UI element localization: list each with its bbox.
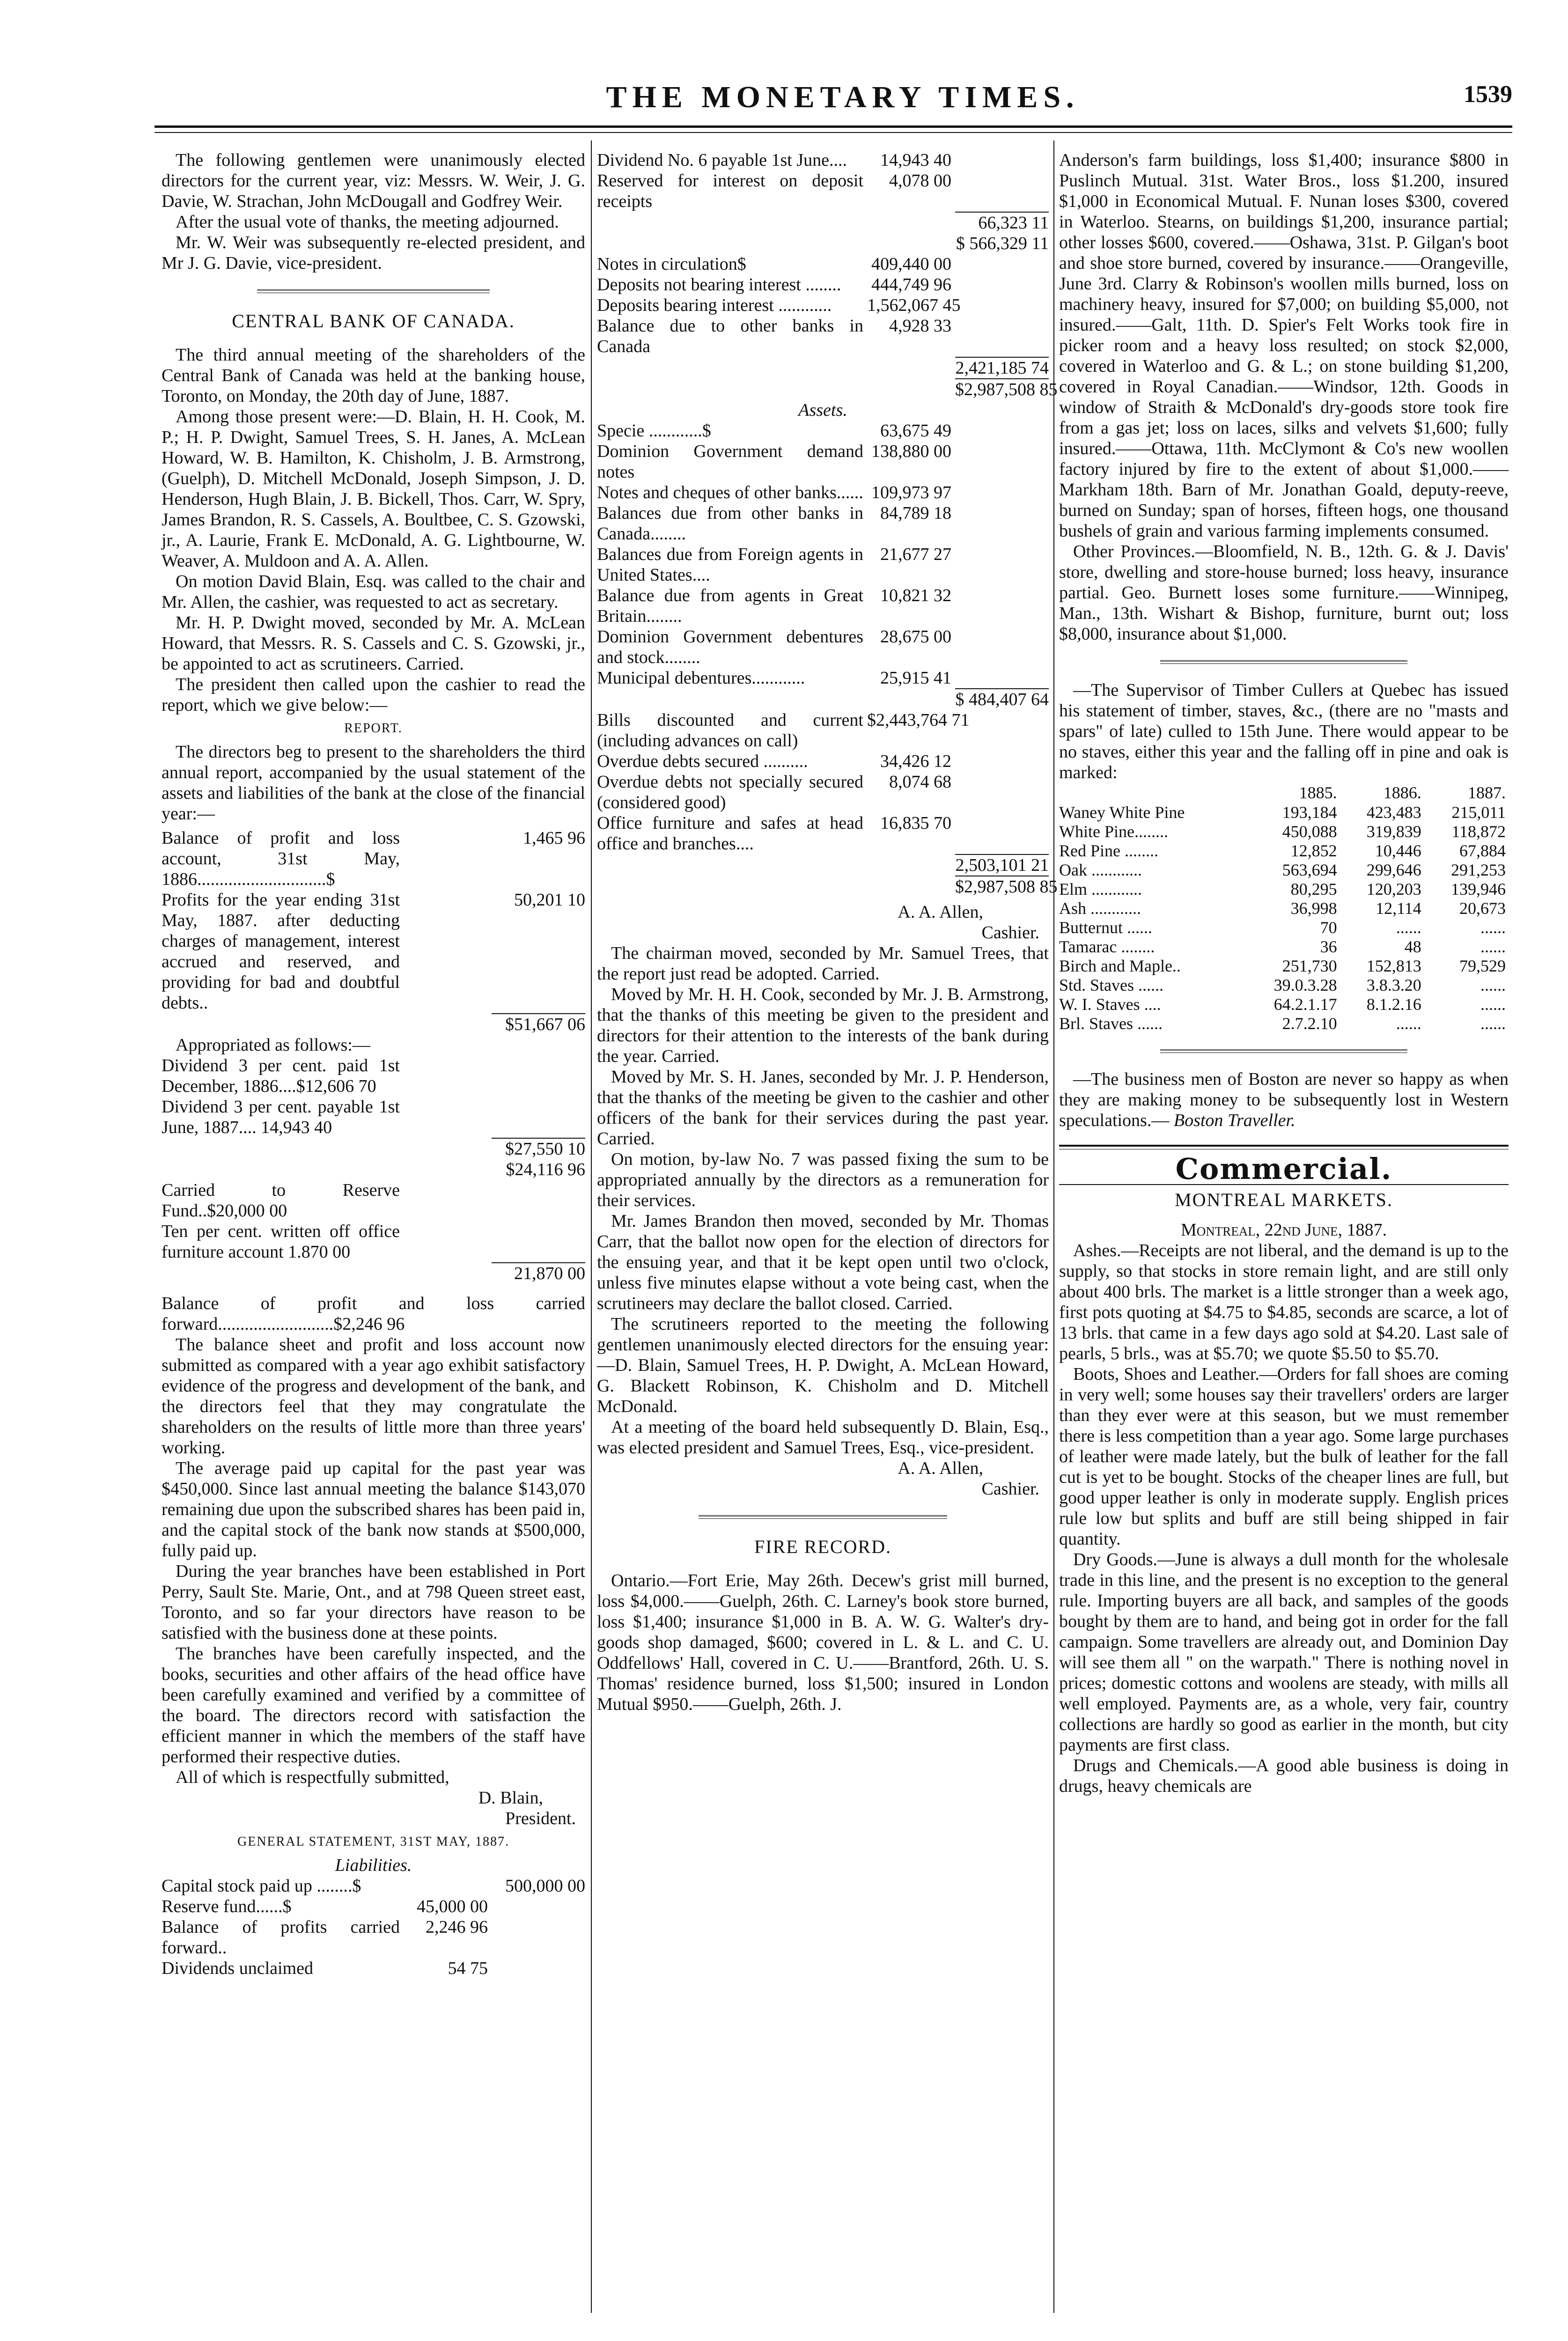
profit-loss-account (162, 828, 585, 1035)
table-cell: 193,184 (1282, 803, 1337, 822)
ledger-value: 16,835 70 (880, 813, 951, 833)
ledger-value (492, 1896, 585, 1917)
ledger-value: 28,675 00 (880, 627, 951, 647)
table-cell: Birch and Maple.. (1059, 957, 1181, 975)
paragraph: —The Supervisor of Timber Cullers at Quebec has issued his statement of timber, staves, &c., (there are no "masts and spars" of late) culled to 15th June. There would appear to be no staves, either this year and the falling off in pine and oak is marked: (1059, 680, 1509, 782)
ledger-value: 4,928 33 (889, 316, 951, 336)
table-cell: 10,446 (1375, 841, 1421, 860)
table-row (1059, 976, 1509, 995)
paragraph (1059, 1069, 1509, 1131)
ledger-value (492, 1097, 585, 1138)
table-cell: 67,884 (1459, 841, 1506, 860)
paragraph: Other Provinces.—Bloomfield, N. B., 12th. G. & J. Davis' store, dwelling and store-house burned; loss heavy, insurance partial. Geo. Burnett loses some furniture.——Winnipeg, Man., 13th. Wishart & Bishop, furniture, burnt out; loss $8,000, insurance about $1,000. (1059, 542, 1509, 644)
column-divider (591, 140, 592, 2313)
ledger-label: Balance due to other banks in Canada (597, 316, 863, 356)
ledger-value (404, 890, 488, 1013)
masthead-rule-thin (155, 132, 1512, 133)
ledger-value (955, 150, 1049, 170)
table-cell: Butternut ...... (1059, 918, 1152, 937)
paragraph: During the year branches have been established in Port Perry, Sault Ste. Marie, Ont., and at 798 Queen street east, Toronto, and so far your directors have reason to be satisfied with the business done at these points. (162, 1561, 585, 1643)
ledger-label: Office furniture and safes at head office and branches.... (597, 813, 863, 854)
publication-title: THE MONETARY TIMES. (606, 80, 1080, 114)
assets-ledger (597, 420, 1058, 897)
paragraph: The president then called upon the cashier to read the report, which we give below:— (162, 675, 585, 715)
table-cell: Waney White Pine (1059, 803, 1185, 822)
paragraph: Mr. James Brandon then moved, seconded by Mr. Thomas Carr, that the ballot now open for the election of directors for the ensuing year, and that it be kept open until two o'clock, unless five minutes elapse without a vote being cast, when the scrutineers may declare the ballot closed. Carried. (597, 1211, 1049, 1313)
paragraph: All of which is respectfully submitted, (176, 1767, 449, 1787)
table-cell: Tamarac ........ (1059, 937, 1155, 956)
ledger-label: Dividends unclaimed (162, 1958, 313, 1978)
ledger-label: Deposits not bearing interest ........ (597, 275, 841, 294)
table-row (1059, 861, 1509, 880)
montreal-markets-heading: MONTREAL MARKETS. (1175, 1189, 1393, 1210)
paragraph: The scrutineers reported to the meeting the following gentlemen unanimously elected directors for the ensuing year:—D. Blain, Samuel Trees, H. P. Dwight, A. McLean Howard, G. Blackett Robinson, K. Chisholm and D. Mitchell McDonald. (597, 1314, 1049, 1416)
ledger-label: Municipal debentures............ (597, 668, 805, 688)
table-cell: 291,253 (1451, 861, 1506, 879)
timber-table (1059, 783, 1509, 1033)
section-separator (699, 1515, 947, 1519)
table-cell: 139,946 (1451, 880, 1506, 898)
paragraph: The chairman moved, seconded by Mr. Samuel Trees, that the report just read be adopted. Carried. (597, 943, 1049, 984)
table-cell: 215,011 (1451, 803, 1506, 822)
column-header: 1886. (1383, 783, 1421, 802)
ledger-total: $ 484,407 64 (955, 688, 1049, 710)
ledger-value (404, 828, 488, 890)
table-cell: W. I. Staves .... (1059, 995, 1161, 1014)
ledger-value (492, 1958, 585, 1979)
table-cell: 423,483 (1366, 803, 1421, 822)
table-cell: ...... (1480, 937, 1506, 956)
column-1 (162, 150, 585, 1979)
ledger-value: 45,000 00 (417, 1897, 488, 1916)
ledger-label: Profits for the year ending 31st May, 1887. after deducting charges of management, interest accrued and reserved, and providing for bad and doubtful debts.. (162, 890, 400, 1013)
source-citation: Boston Traveller. (1173, 1111, 1296, 1130)
liabilities-continued (597, 150, 1058, 400)
paragraph: Ashes.—Receipts are not liberal, and the demand is up to the supply, so that stocks in store remain light, and are still only about 400 brls. The market is a little stronger than a week ago, first pots quoting at $4.75 to $4.85, seconds are scarce, a lot of 13 brls. that came in a few days ago sold at $4.20. Last sale of pearls, 5 brls., was at $5.70; we quote $5.50 to $5.70. (1059, 1241, 1509, 1363)
table-cell: 3.8.3.20 (1366, 976, 1421, 994)
table-cell: 8.1.2.16 (1366, 995, 1421, 1014)
signature-name: A. A. Allen, (898, 902, 983, 922)
liabilities-heading: Liabilities. (335, 1855, 412, 1875)
table-cell: ...... (1480, 976, 1506, 994)
paragraph: Mr. W. Weir was subsequently re-elected president, and Mr J. G. Davie, vice-president. (162, 233, 585, 273)
ledger-value: 34,426 12 (880, 751, 951, 771)
ledger-label: Reserve fund......$ (162, 1897, 292, 1916)
signature-title: Cashier. (981, 923, 1039, 942)
paragraph: Anderson's farm buildings, loss $1,400; insurance $800 in Puslinch Mutual. 31st. Water Bros., loss $1.200, insured $1,000 in Economical Mutual. F. Nunan loses $300, covered in Waterloo. Stearns, on buildings $1,200, insurance partial; other losses $600, covered.——Oshawa, 31st. P. Gilgan's boot and shoe store burned, covered by insurance.——Orangeville, June 3rd. Clarry & Robinson's woollen mills burned, loss on machinery heavy, insured for $7,000; on building $5,000, not insured.——Galt, 11th. D. Spier's Felt Works took fire in picker room and a heavy loss resulted; on stock $2,000, covered in Waterloo and G. & L.; on stone building $1,200, covered in Royal Canadian.——Windsor, 12th. Goods in window of Straith & McDonald's dry-goods store took fire from a gas jet; loss on laces, silks and velvets $1,600; fully insured.——Ottawa, 11th. McClymont & Co's new woollen factory injured by fire to the extent of about $1,000.——Markham 18th. Barn of Mr. Jonathan Goald, deputy-reeve, burned on Sunday; span of horses, fifteen hogs, one thousand bushels of grain and various farming implements consumed. (1059, 150, 1509, 541)
liabilities-ledger (162, 1876, 585, 1979)
ledger-label: Notes and cheques of other banks...... (597, 483, 863, 502)
ledger-label: Dividend 3 per cent. payable 1st June, 1887.... 14,943 40 (162, 1097, 400, 1137)
ledger-value: 1,562,067 45 (867, 295, 961, 315)
ledger-label: Bills discounted and current (including advances on call) (597, 710, 863, 751)
table-cell: ...... (1396, 918, 1421, 937)
paragraph: The balance sheet and profit and loss account now submitted as compared with a year ago exhibit satisfactory evidence of the progress and development of the bank, and the directors feel that they may congratulate the shareholders on the results of little more than three years' working. (162, 1335, 585, 1458)
table-cell: 12,852 (1290, 841, 1337, 860)
ledger-label: Balance due from agents in Great Britain........ (597, 586, 863, 626)
table-cell: White Pine........ (1059, 822, 1168, 841)
ledger-label: Capital stock paid up ........$ (162, 1876, 361, 1896)
masthead (155, 70, 1531, 122)
ledger-total: $51,667 06 (492, 1013, 585, 1035)
ledger-label: Reserved for interest on deposit receipts (597, 171, 863, 211)
table-cell: 36 (1320, 937, 1337, 956)
paragraph: Dry Goods.—June is always a dull month for the wholesale trade in this line, and the present is no exception to the general rule. Importing buyers are all back, and samples of the goods bought by them are to hand, and being got in order for the fall campaign. Some travellers are already out, and Dominion Day will see them all " on the warpath." There is nothing novel in prices; domestic cottons and woolens are steady, with mills all well employed. Payments are, as a whole, very fair, country collections are hardly so good as earlier in the month, but city payments are first class. (1059, 1550, 1509, 1755)
ledger-label: Balance of profit and loss account, 31st May, 1886.............................$ (162, 828, 400, 889)
dateline: Montreal, 22nd June, 1887. (1180, 1220, 1387, 1240)
table-cell: Std. Staves ...... (1059, 976, 1164, 994)
ledger-value: 409,440 00 (871, 254, 951, 274)
column-header: 1887. (1468, 783, 1506, 802)
assets-heading: Assets. (798, 400, 847, 420)
table-cell: Red Pine ........ (1059, 841, 1158, 860)
table-cell: 70 (1320, 918, 1337, 937)
table-cell: 118,872 (1451, 822, 1506, 841)
table-cell: ...... (1396, 1014, 1421, 1033)
table-cell: 64.2.1.17 (1274, 995, 1337, 1014)
paragraph: On motion, by-law No. 7 was passed fixing the sum to be appropriated annually by the directors as a remuneration for their services. (597, 1149, 1049, 1210)
table-cell: 563,694 (1282, 861, 1337, 879)
page-number: 1539 (1464, 81, 1512, 108)
ledger-label: Balances due from other banks in Canada........ (597, 503, 863, 544)
ledger-value (492, 1055, 585, 1097)
ledger-total: $2,987,508 85 (955, 876, 1049, 897)
table-cell: Oak ............ (1059, 861, 1142, 879)
ledger-value: 25,915 41 (880, 668, 951, 688)
table-cell: 36,998 (1290, 899, 1337, 918)
table-cell: 319,839 (1366, 822, 1421, 841)
table-cell: 39.0.3.28 (1274, 976, 1337, 994)
ledger-total: $2,987,508 85 (955, 378, 1049, 400)
ledger-label: Balances due from Foreign agents in United States.... (597, 545, 863, 585)
column-header: 1885. (1299, 783, 1337, 802)
table-cell: 251,730 (1282, 957, 1337, 975)
ledger-total: 21,870 00 (492, 1262, 585, 1284)
paragraph: The following gentlemen were unanimously elected directors for the current year, viz: Messrs. W. Weir, J. G. Davie, W. Strachan, John McDougall and Godfrey Weir. (162, 150, 585, 211)
ledger-value: 21,677 27 (880, 545, 951, 564)
ledger-label: Balance of profits carried forward.. (162, 1917, 400, 1958)
ledger-value: 14,943 40 (880, 150, 951, 170)
table-row (1059, 841, 1509, 861)
paragraph: At a meeting of the board held subsequently D. Blain, Esq., was elected president and Samuel Trees, Esq., vice-president. (597, 1417, 1049, 1458)
ledger-value: 4,078 00 (889, 171, 951, 191)
ledger-value: 54 75 (448, 1958, 488, 1978)
paragraph-text: —The business men of Boston are never so happy as when they are making money to be subsequently lost in Western speculations.— (1059, 1069, 1509, 1130)
ledger-label: Dividend 3 per cent. paid 1st December, 1886....$12,606 70 (162, 1056, 400, 1096)
table-row (1059, 899, 1509, 918)
ledger-total: $24,116 96 (506, 1160, 585, 1179)
general-statement-heading: GENERAL STATEMENT, 31ST MAY, 1887. (237, 1834, 509, 1849)
ledger-value: 50,201 10 (514, 890, 585, 910)
table-cell: 299,646 (1366, 861, 1421, 879)
ledger-value: 444,749 96 (871, 275, 951, 294)
paragraph: Boots, Shoes and Leather.—Orders for fall shoes are coming in very well; some houses say their travellers' orders are larger than they ever were at this season, but we must remember there is less competition than a year ago. Some large purchases of leather were made lately, but the bulk of leather for the fall cut is yet to be bought. Stocks of the cheaper lines are full, but good upper leather is only in moderate supply. English prices rule low but splits and buff are still being shipped in fair quantity. (1059, 1364, 1509, 1549)
ledger-value: 138,880 00 (871, 442, 951, 461)
ledger-label: Notes in circulation$ (597, 254, 746, 274)
ledger-value: 2,246 96 (426, 1917, 488, 1937)
ledger-label: Deposits bearing interest ............ (597, 295, 832, 315)
ledger-label: Dominion Government demand notes (597, 442, 863, 482)
ledger-value (955, 170, 1049, 212)
ledger-value: 8,074 68 (889, 772, 951, 792)
ledger-value: 84,789 18 (880, 503, 951, 523)
ledger-total: 2,421,185 74 (955, 357, 1049, 378)
table-row (1059, 918, 1509, 937)
column-3 (1059, 150, 1509, 1796)
table-cell: 2.7.2.10 (1282, 1014, 1337, 1033)
section-heading-central-bank: CENTRAL BANK OF CANADA. (232, 310, 515, 331)
table-row (1059, 957, 1509, 976)
table-cell: 120,203 (1366, 880, 1421, 898)
table-row (1059, 803, 1509, 822)
paragraph: The directors beg to present to the shareholders the third annual report, accompanied by the usual statement of the assets and liabilities of the bank at the close of the financial year:— (162, 742, 585, 824)
ledger-total: 66,323 11 (955, 212, 1049, 233)
report-heading: REPORT. (344, 721, 403, 736)
table-cell: 80,295 (1290, 880, 1337, 898)
ledger-total: $ 566,329 11 (956, 234, 1049, 253)
paragraph: The average paid up capital for the past year was $450,000. Since last annual meeting the balance $143,070 remaining due upon the subscribed shares has been paid in, and the capital stock of the bank now stands at $500,000, fully paid up. (162, 1458, 585, 1561)
table-cell: 79,529 (1459, 957, 1506, 975)
paragraph: Mr. H. P. Dwight moved, seconded by Mr. A. McLean Howard, that Messrs. R. S. Cassels and C. S. Gzowski, jr., be appointed to act as scrutineers. Carried. (162, 613, 585, 674)
table-cell: 12,114 (1376, 899, 1421, 918)
section-rule (1059, 1145, 1509, 1149)
table-cell: 450,088 (1282, 822, 1337, 841)
table-cell: 20,673 (1459, 899, 1506, 918)
column-divider (1053, 140, 1054, 2313)
paragraph: Among those present were:—D. Blain, H. H. Cook, M. P.; H. P. Dwight, Samuel Trees, S. H. Janes, A. McLean Howard, W. B. Hamilton, K. Chisholm, J. B. Armstrong, (Guelph), D. Mitchell McDonald, Joseph Simpson, J. D. Henderson, Hugh Blain, J. B. Bickell, Thos. Carr, W. Spry, James Brandon, R. S. Cassels, A. Boultbee, C. S. Gzowski, jr., A. Laurie, Frank E. McDonald, A. G. Lightbourne, W. Weaver, A. Muldoon and A. A. Allen. (162, 407, 585, 571)
paragraph: The third annual meeting of the shareholders of the Central Bank of Canada was held at the banking house, Toronto, on Monday, the 20th day of June, 1887. (162, 345, 585, 406)
signature-name: D. Blain, (478, 1788, 543, 1808)
column-2 (597, 150, 1058, 1715)
ledger-label: Overdue debts secured .......... (597, 751, 808, 771)
section-heading-fire-record: FIRE RECORD. (754, 1536, 891, 1557)
ledger-value (404, 1876, 488, 1896)
paragraph: The branches have been carefully inspected, and the books, securities and other affairs of the head office have been carefully examined and verified by a committee of the board. The directors record with satisfaction the efficient manner in which the members of the staff have performed their respective duties. (162, 1644, 585, 1767)
paragraph: Ontario.—Fort Erie, May 26th. Decew's grist mill burned, loss $4,000.——Guelph, 26th. C. Larney's book store burned, loss $1,400; insurance $1,000 in B. A. W. G. Walter's dry-goods shop damaged, $600; covered in L. & L. and C. U. Oddfellows' Hall, covered in C. U.——Brantford, 26th. U. S. Thomas' residence burned, loss $1,500; insured in London Mutual $950.——Guelph, 26th. J. (597, 1571, 1049, 1714)
ledger-label: Specie ............$ (597, 421, 711, 441)
paragraph: Moved by Mr. H. H. Cook, seconded by Mr. J. B. Armstrong, that the thanks of this meeting be given to the president and directors for their attention to the interests of the bank during the year. Carried. (597, 985, 1049, 1066)
table-row (1059, 1014, 1509, 1033)
ledger-total: $27,550 10 (492, 1138, 585, 1159)
table-cell: ...... (1480, 1014, 1506, 1033)
table-cell: 48 (1404, 937, 1421, 956)
table-cell: ...... (1480, 995, 1506, 1014)
ledger-value: 63,675 49 (880, 421, 951, 441)
ledger-value: $2,443,764 71 (867, 710, 970, 730)
table-row (1059, 822, 1509, 841)
ledger-label: Balance of profit and loss carried forward..........................$2,246 96 (162, 1294, 585, 1334)
table-cell: Elm ............ (1059, 880, 1142, 898)
commercial-heading: Commercial. (1175, 1152, 1392, 1186)
masthead-rule (155, 125, 1512, 128)
ledger-value (492, 1917, 585, 1958)
section-separator (1160, 1049, 1407, 1053)
paragraph: On motion David Blain, Esq. was called to the chair and Mr. Allen, the cashier, was requested to act as secretary. (162, 572, 585, 612)
ledger-value: 10,821 32 (880, 586, 951, 605)
table-cell: Brl. Staves ...... (1059, 1014, 1163, 1033)
ledger-value: 500,000 00 (505, 1876, 585, 1896)
table-row (1059, 880, 1509, 899)
ledger-value: 109,973 97 (871, 483, 951, 502)
ledger-label: Carried to Reserve Fund..$20,000 00 (162, 1180, 400, 1221)
ledger-total: 2,503,101 21 (955, 854, 1049, 876)
table-cell: 152,813 (1366, 957, 1421, 975)
signature-title: President. (505, 1809, 576, 1828)
table-row (1059, 937, 1509, 957)
table-cell: ...... (1480, 918, 1506, 937)
ledger-label: Overdue debts not specially secured (considered good) (597, 772, 863, 812)
appropriation-ledger (162, 1055, 585, 1284)
signature-name: A. A. Allen, (898, 1458, 983, 1478)
paragraph: After the usual vote of thanks, the meeting adjourned. (176, 212, 559, 232)
ledger-label: Ten per cent. written off office furniture account 1.870 00 (162, 1222, 400, 1262)
table-header-row (1059, 783, 1509, 803)
table-row (1059, 995, 1509, 1014)
section-separator (1160, 660, 1407, 664)
signature-title: Cashier. (981, 1479, 1039, 1499)
ledger-label: Dominion Government debentures and stock........ (597, 627, 863, 667)
ledger-caption: Appropriated as follows:— (176, 1035, 370, 1055)
ledger-label: Dividend No. 6 payable 1st June.... (597, 150, 847, 170)
table-cell: Ash ............ (1059, 899, 1141, 918)
section-separator (257, 289, 490, 293)
paragraph: Drugs and Chemicals.—A good able business is doing in drugs, heavy chemicals are (1059, 1756, 1509, 1796)
ledger-value: 1,465 96 (523, 828, 585, 848)
paragraph: Moved by Mr. S. H. Janes, seconded by Mr. J. P. Henderson, that the thanks of the meeting be given to the cashier and other officers of the bank for their services during the past year. Carried. (597, 1067, 1049, 1148)
